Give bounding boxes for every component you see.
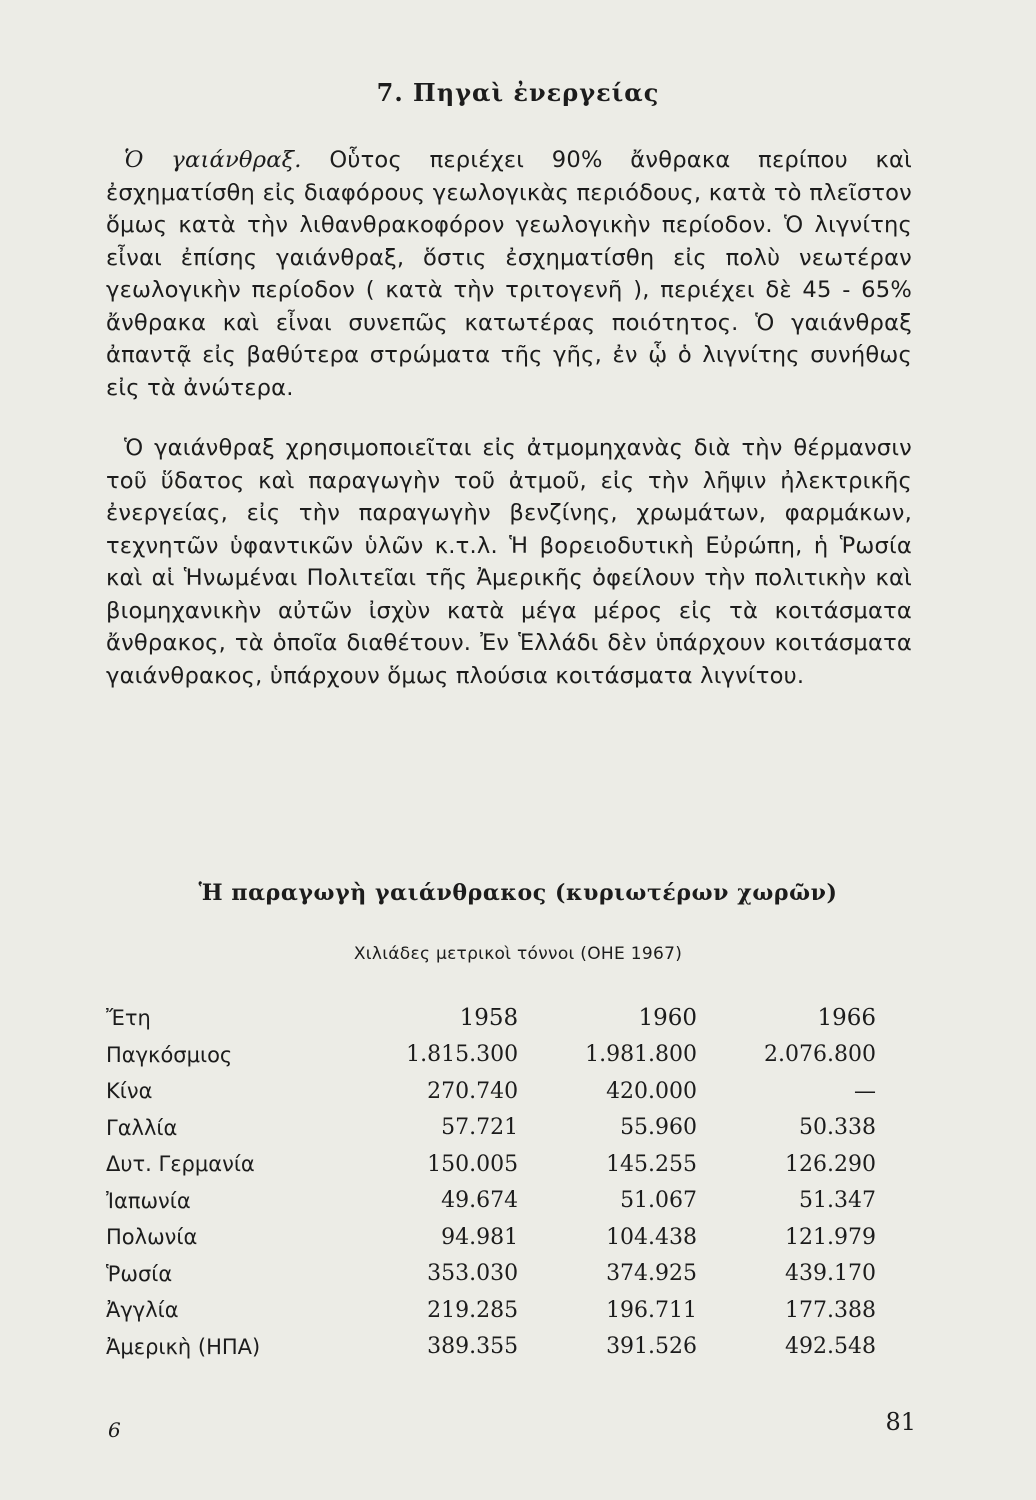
table-row [106,1329,876,1366]
production-value: 374.925 [606,1261,698,1287]
production-value: 196.711 [606,1297,698,1323]
country-name: Παγκόσμιος [106,1042,233,1067]
country-name: Πολωνία [106,1225,198,1250]
production-value: 389.355 [427,1334,519,1360]
country-name: Κίνα [106,1079,153,1104]
production-value: 150.005 [427,1151,519,1177]
production-value: 94.981 [441,1224,519,1250]
country-name: Ἀμερικὴ (ΗΠΑ) [106,1334,261,1359]
table-row [106,1037,876,1074]
header-label: Ἔτη [106,1006,151,1031]
paragraph-text: Οὗτος περιέχει 90% ἄνθρακα περίπου καὶ ἐσχηματίσθη εἰς διαφόρους γεωλογικὰς περιόδους, κατὰ τὸ πλεῖστον ὅμως κατὰ τὴν λιθανθρακοφόρον γεωλογικὴν περίοδον. Ὁ λιγνίτης εἶναι ἐπίσης γαιάνθραξ, ὅστις ἐσχηματίσθη εἰς πολὺ νεωτέραν γεωλογικὴν περίοδον ( κατὰ τὴν τριτογενῆ ), περιέχει δὲ 45 - 65% ἄνθρακα καὶ εἶναι συνεπῶς κατωτέρας ποιότητος. Ὁ γαιάνθραξ ἀπαντᾷ εἰς βαθύτερα στρώματα τῆς γῆς, ἐν ᾧ ὁ λιγνίτης συνήθως εἰς τὰ ἀνώτερα. [106,147,912,401]
table-subtitle: Χιλιάδες μετρικοὶ τόννοι (ΟΗΕ 1967) [353,944,683,964]
table-row [106,1256,876,1293]
table-body [106,1037,876,1366]
table-row [106,1219,876,1256]
production-value: 439.170 [785,1261,876,1287]
table-row [106,1183,876,1220]
paragraph-coal-description [106,144,912,404]
production-value: 353.030 [427,1261,519,1287]
production-value: 145.255 [606,1151,698,1177]
table-row [106,1110,876,1147]
table-row [106,1292,876,1329]
production-value: 177.388 [785,1297,876,1323]
production-value: 270.740 [427,1078,519,1104]
page-number: 81 [885,1408,916,1436]
country-name: Ἰαπωνία [106,1188,191,1213]
country-name: Γαλλία [106,1115,178,1140]
production-value: 51.067 [620,1188,698,1214]
production-value: 57.721 [441,1115,519,1141]
production-value: 219.285 [427,1297,519,1323]
paragraph-coal-uses [106,432,912,692]
production-value: 391.526 [606,1334,698,1360]
signature-mark: 6 [108,1418,121,1442]
country-name: Ἀγγλία [106,1298,179,1323]
coal-production-table [106,1000,876,1365]
year-header: 1958 [459,1005,519,1032]
country-name: Ῥωσία [106,1261,173,1286]
production-value: 420.000 [606,1078,698,1104]
table-header-row [106,1000,876,1037]
production-value: — [854,1078,876,1104]
production-value: 126.290 [785,1151,876,1177]
table-row [106,1073,876,1110]
country-name: Δυτ. Γερμανία [106,1152,255,1177]
production-value: 1.981.800 [585,1042,698,1068]
production-value: 49.674 [441,1188,519,1214]
production-value: 55.960 [620,1115,698,1141]
production-value: 1.815.300 [406,1042,519,1068]
table-row [106,1146,876,1183]
table-title: Ἡ παραγωγὴ γαιάνθρακος (κυριωτέρων χωρῶν) [198,880,838,906]
year-header: 1966 [817,1005,876,1032]
production-value: 2.076.800 [764,1042,876,1068]
section-title: 7. Πηγαὶ ἐνεργείας [376,78,660,107]
production-value: 492.548 [785,1334,876,1360]
paragraph-lead: Ὁ γαιάνθραξ. [124,147,302,173]
production-value: 121.979 [785,1224,876,1250]
paragraph-text: Ὁ γαιάνθραξ χρησιμοποιεῖται εἰς ἀτμομηχανὰς διὰ τὴν θέρμανσιν τοῦ ὕδατος καὶ παραγωγὴν τοῦ ἀτμοῦ, εἰς τὴν λῆψιν ἠλεκτρικῆς ἐνεργείας, εἰς τὴν παραγωγὴν βενζίνης, χρωμάτων, φαρμάκων, τεχνητῶν ὑφαντικῶν ὑλῶν κ.τ.λ. Ἡ βορειοδυτικὴ Εὐρώπη, ἡ Ῥωσία καὶ αἱ Ἡνωμέναι Πολιτεῖαι τῆς Ἀμερικῆς ὀφείλουν τὴν πολιτικὴν καὶ βιομηχανικὴν αὐτῶν ἰσχὺν κατὰ μέγα μέρος εἰς τὰ κοιτάσματα ἄνθρακος, τὰ ὁποῖα διαθέτουν. Ἐν Ἑλλάδι δὲν ὑπάρχουν κοιτάσματα γαιάνθρακος, ὑπάρχουν ὅμως πλούσια κοιτάσματα λιγνίτου. [106,435,912,689]
production-value: 50.338 [799,1115,876,1141]
year-header: 1960 [638,1005,698,1032]
production-value: 51.347 [799,1188,876,1214]
production-value: 104.438 [606,1224,698,1250]
